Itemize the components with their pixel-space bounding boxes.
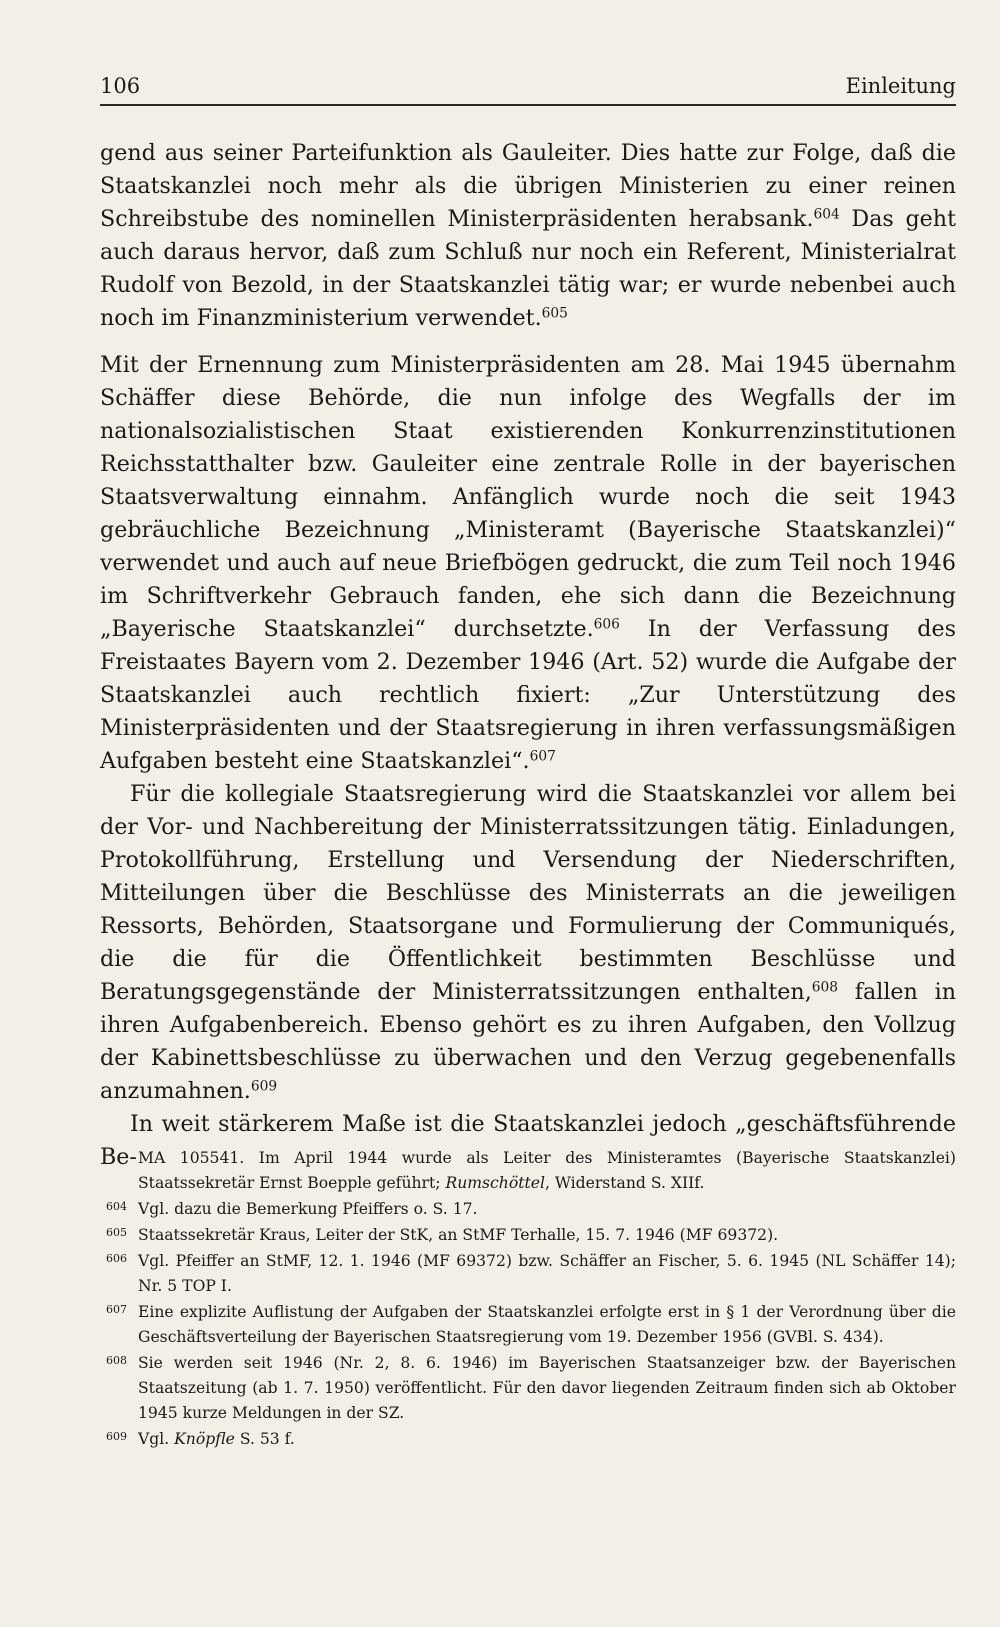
text-run: gend aus seiner Parteifunktion als Gauleiter. Dies hatte zur Folge, daß die Staatskanzlei noch mehr als die übrigen Ministerien zu einer reinen Schreibstube des nominellen Ministerpräsidenten herabsank. [100, 140, 956, 232]
footnote-continuation [100, 1146, 956, 1196]
footnote-609 [100, 1427, 956, 1452]
footnote-ref-605: 605 [541, 305, 568, 322]
footnote-ref-607: 607 [529, 748, 556, 765]
text-run: fallen in ihren Aufgabenbereich. Ebenso gehört es zu ihren Aufgaben, den Vollzug der Kabinettsbeschlüsse zu überwachen und den Verzug gegebenenfalls anzumahnen. [100, 979, 956, 1104]
footnote-number: 607 [106, 1303, 127, 1316]
text-run: Für die kollegiale Staatsregierung wird die Staatskanzlei vor allem bei der Vor- und Nachbereitung der Ministerratssitzungen tätig. Einladungen, Protokollführung, Erstellung und Versendung der Niederschriften, Mitteilungen über die Beschlüsse des Ministerrats an die jeweiligen Ressorts, Behörden, Staatsorgane und Formulierung der Communiqués, die die für die Öffentlichkeit bestimmten Beschlüsse und Beratungsgegenstände der Ministerratssitzungen enthalten, [100, 781, 956, 1005]
footnote-605 [100, 1223, 956, 1248]
footnote-number: 608 [106, 1354, 127, 1367]
paragraph-4: In weit stärkerem Maße ist die Staatskanzlei jedoch „geschäftsführende Be- [100, 1111, 956, 1170]
footnote-ref-609: 609 [250, 1078, 278, 1095]
running-header [100, 70, 956, 106]
footnote-ref-606: 606 [593, 616, 620, 633]
text-run: S. 53 f. [234, 1430, 295, 1448]
footnotes [100, 1146, 956, 1453]
paragraph-2 [100, 349, 956, 778]
footnote-text: Eine explizite Auflistung der Aufgaben der Staatskanzlei erfolgte erst in § 1 der Verordnung über die Geschäftsverteilung der Bayerischen Staatsregierung vom 19. Dezember 1956 (GVBl. S. 434). [138, 1303, 956, 1346]
text-run: Vgl. [138, 1430, 175, 1448]
section-title: Einleitung [845, 74, 956, 98]
text-run: MA 105541. Im April 1944 wurde als Leiter des Ministeramtes (Bayerische Staatskanzlei) Staatssekretär Ernst Boepple geführt; [138, 1149, 956, 1192]
footnote-number: 605 [106, 1226, 127, 1239]
footnote-number: 606 [106, 1252, 127, 1265]
text-run: Mit der Ernennung zum Ministerpräsidenten am 28. Mai 1945 übernahm Schäffer diese Behörde, die nun infolge des Wegfalls der im nationalsozialistischen Staat existierenden Konkurrenzinstitutionen Reichsstatthalter bzw. Gauleiter eine zentrale Rolle in der bayerischen Staatsverwaltung einnahm. Anfänglich wurde noch die seit 1943 gebräuchliche Bezeichnung „Ministeramt (Bayerische Staatskanzlei)“ verwendet und auch auf neue Briefbögen gedruckt, die zum Teil noch 1946 im Schriftverkehr Gebrauch fanden, ehe sich dann die Bezeichnung „Bayerische Staatskanzlei“ durchsetzte. [100, 352, 956, 642]
footnote-text: Vgl. dazu die Bemerkung Pfeiffers o. S. 17. [138, 1200, 478, 1218]
footnote-ref-604: 604 [813, 206, 840, 223]
text-run: In der Verfassung des Freistaates Bayern vom 2. Dezember 1946 (Art. 52) wurde die Aufgabe der Staatskanzlei auch rechtlich fixiert: „Zur Unterstützung des Ministerpräsidenten und der Staatsregierung in ihren verfassungsmäßigen Aufgaben besteht eine Staatskanzlei“. [100, 616, 956, 774]
paragraph-3 [100, 778, 956, 1108]
paragraph-1 [100, 137, 956, 335]
footnote-text: Vgl. Pfeiffer an StMF, 12. 1. 1946 (MF 69372) bzw. Schäffer an Fischer, 5. 6. 1945 (NL Schäffer 14); Nr. 5 TOP I. [138, 1252, 956, 1295]
footnote-text: Sie werden seit 1946 (Nr. 2, 8. 6. 1946) im Bayerischen Staatsanzeiger bzw. der Bayerischen Staatszeitung (ab 1. 7. 1950) veröffentlicht. Für den davor liegenden Zeitraum finden sich ab Oktober 1945 kurze Meldungen in der SZ. [138, 1354, 956, 1422]
footnote-text: Staatssekretär Kraus, Leiter der StK, an StMF Terhalle, 15. 7. 1946 (MF 69372). [138, 1226, 779, 1244]
author-name: Rumschöttel [445, 1174, 545, 1192]
footnote-607 [100, 1300, 956, 1350]
footnote-number: 609 [106, 1430, 127, 1443]
text-run: , Widerstand S. XIIf. [544, 1174, 705, 1192]
author-name: Knöpfle [174, 1430, 235, 1448]
footnote-606 [100, 1249, 956, 1299]
page-number: 106 [100, 74, 141, 98]
text-run: Das geht auch daraus hervor, daß zum Schluß nur noch ein Referent, Ministerialrat Rudolf von Bezold, in der Staatskanzlei tätig war; er wurde nebenbei auch noch im Finanzministerium verwendet. [100, 206, 956, 331]
footnote-number: 604 [106, 1200, 127, 1213]
footnote-608 [100, 1351, 956, 1426]
body-text [100, 137, 956, 1174]
footnote-ref-608: 608 [811, 979, 838, 996]
footnote-604 [100, 1197, 956, 1222]
